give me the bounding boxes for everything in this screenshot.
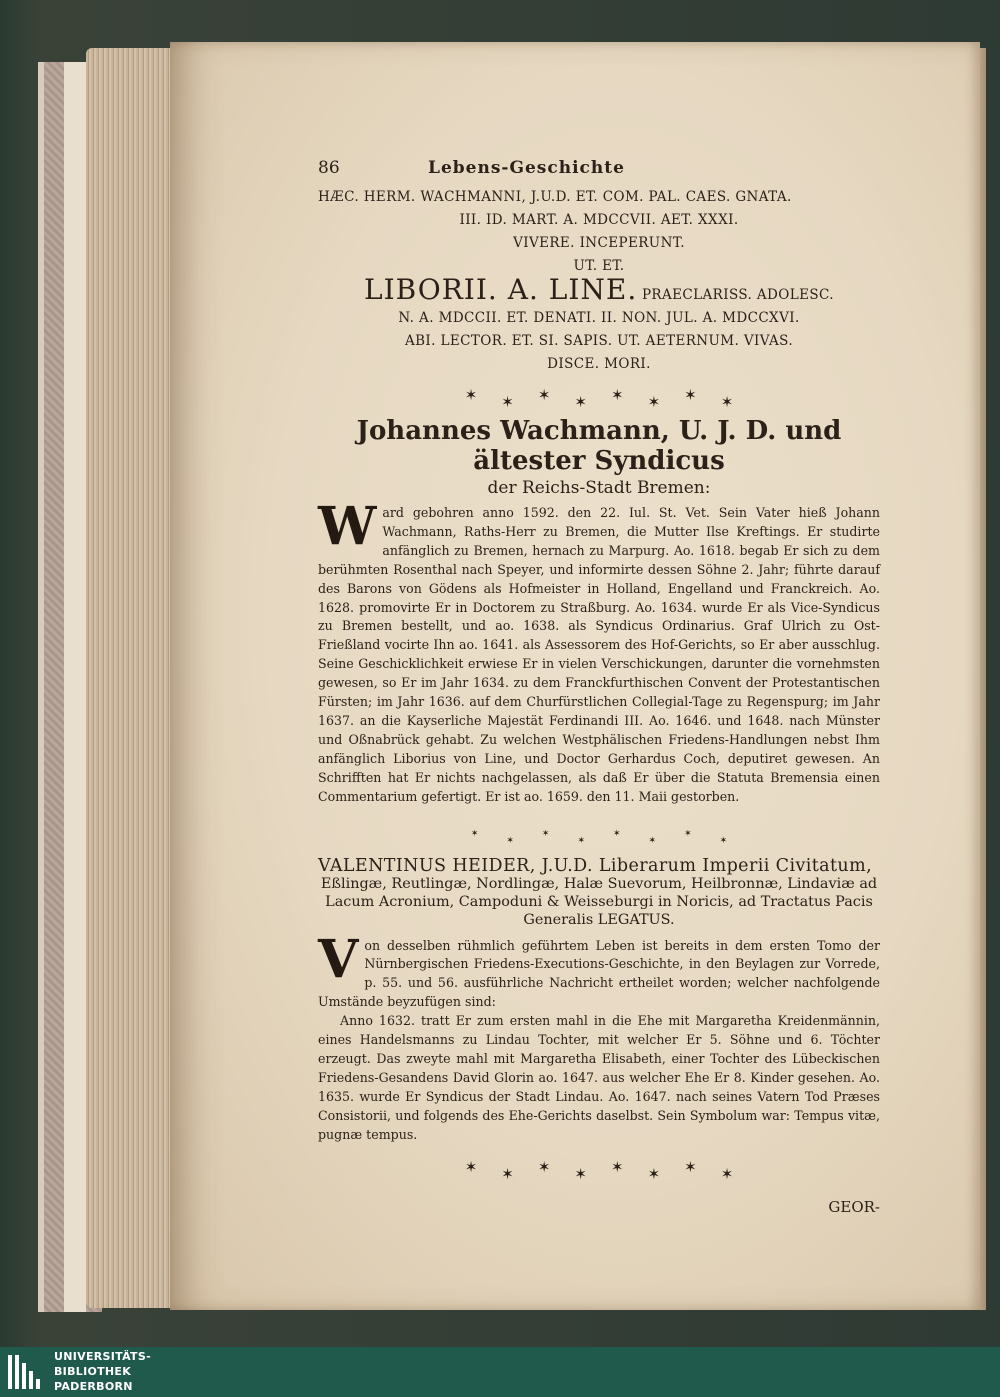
page-content — [318, 158, 880, 1216]
star-icon: ✶ — [647, 393, 661, 411]
star-icon: ✶ — [719, 835, 728, 846]
library-line-3: PADERBORN — [54, 1380, 133, 1393]
epitaph-line-5 — [318, 273, 880, 307]
epitaph-line-2: III. ID. MART. A. MDCCVII. AET. XXXI. — [459, 212, 739, 228]
page-header — [318, 158, 880, 178]
wachmann-body: ard gebohren anno 1592. den 22. Iul. St. Vet. Sein Vater hieß Johann Wachmann, Raths-Herr zu Bremen, die Mutter Ilse Kreftings. Er studirte anfänglich zu Bremen, hernach zu Marpurg. Ao. 1618. begab Er sich zu dem berühmten Rosenthal nach Speyer, und informirte dessen Söhne 2. Jahr; führte darauf des Barons von Gödens als Hofmeister in Holland, Engelland und Franckreich. Ao. 1628. promovirte Er in Doctorem zu Straßburg. Ao. 1634. wurde Er als Vice-Syndicus zu Bremen bestellt, und ao. 1638. als Syndicus Ordinarius. Graf Ulrich zu Ost-Frießland vocirte Ihn ao. 1641. als Assessorem des Hof-Gerichts, so Er aber ausschlug. Seine Geschicklichkeit erwiese Er in vielen Verschickungen, darunter die vornehmsten gewesen, so Er im Jahr 1634. zu dem Franckfurthischen Convent der Protestantischen Fürsten; im Jahr 1636. auf dem Churfürstlichen Collegial-Tage zu Regenspurg; im Jahr 1637. an die Kayserliche Majestät Ferdinandi III. Ao. 1646. und 1648. nach Münster und Oßnabrück gehabt. Zu welchen Westphälischen Friedens-Handlungen nebst Ihm anfänglich Liborius von Line, und Doctor Gerhardus Coch, deputiret gewesen. An Schrifften hat Er nichts nachgelassen, als daß Er über die Statuta Bremensia einen Commentarium gefertigt. Er ist ao. 1659. den 11. Maii gestorben. — [318, 505, 880, 804]
star-icon: ✶ — [537, 386, 551, 404]
wachmann-biography — [318, 496, 880, 807]
library-line-2: BIBLIOTHEK — [54, 1365, 132, 1378]
drop-cap-v: V — [318, 928, 359, 990]
epitaph-name-liborii: LIBORII. A. LINE. — [364, 273, 638, 306]
logo-bar — [8, 1355, 12, 1389]
star-icon: ✶ — [574, 393, 587, 411]
library-footer-bar — [0, 1347, 1000, 1397]
star-icon: ✶ — [574, 1165, 587, 1184]
star-icon: ✶ — [464, 1158, 478, 1177]
epitaph-line-3: VIVERE. INCEPERUNT. — [513, 235, 685, 251]
logo-bar — [36, 1379, 40, 1389]
epitaph-line-1: HÆC. HERM. WACHMANNI, J.U.D. ET. COM. PAL. CAES. GNATA. — [318, 189, 792, 205]
epitaph-line-7: ABI. LECTOR. ET. SI. SAPIS. UT. AETERNUM. VIVAS. — [404, 333, 794, 349]
star-icon: ✶ — [684, 1158, 697, 1177]
star-icon: ✶ — [577, 835, 585, 846]
epitaph-line-6: N. A. MDCCII. ET. DENATI. II. NON. JUL. A. MDCCXVI. — [398, 310, 800, 326]
wachmann-heading — [318, 416, 880, 500]
drop-cap-w: W — [318, 496, 377, 557]
star-icon: ✶ — [684, 828, 692, 839]
star-icon: ✶ — [613, 828, 621, 839]
cover-edge — [64, 62, 86, 1312]
epitaph-line-5-rest: PRAECLARISS. ADOLESC. — [641, 287, 834, 303]
running-head: Lebens-Geschichte — [428, 158, 625, 178]
logo-bar — [15, 1355, 19, 1389]
library-line-1: UNIVERSITÄTS- — [54, 1350, 151, 1363]
star-ornament-divider — [318, 382, 880, 411]
epitaph-line-8: DISCE. MORI. — [547, 356, 651, 372]
star-icon: ✶ — [541, 828, 550, 839]
heider-heading — [318, 857, 880, 929]
catchword: GEOR- — [828, 1198, 880, 1217]
star-icon: ✶ — [537, 1158, 551, 1177]
star-ornament-divider-2 — [318, 1154, 880, 1184]
epitaph-inscription — [318, 186, 880, 376]
heider-title-lead: VALENTINUS HEIDER, J.U.D. Liberarum Imperii Civitatum, — [318, 855, 873, 876]
heider-biography-2 — [318, 1012, 880, 1144]
dot-ornament-divider — [318, 821, 880, 847]
star-icon: ✶ — [648, 835, 657, 846]
star-icon: ✶ — [647, 1165, 661, 1184]
star-icon: ✶ — [470, 828, 479, 839]
star-icon: ✶ — [611, 1158, 624, 1177]
heider-body-2: Anno 1632. tratt Er zum ersten mahl in die Ehe mit Margaretha Kreidenmännin, eines Handelsmanns zu Lindau Tochter, mit welcher Er 5. Söhne und 6. Töchter erzeugt. Das zweyte mahl mit Margaretha Elisabeth, einer Tochter des Lübeckischen Friedens-Gesandens David Glorin ao. 1647. aus welcher Ehe Er 8. Kinder gesehen. Ao. 1635. wurde Er Syndicus der Stadt Lindau. Ao. 1647. nach seines Vatern Tod Præses Consistorii, und folgends des Ehe-Gerichts daselbst. Sein Symbolum war: Tempus vitæ, pugnæ tempus. — [318, 1013, 880, 1142]
wachmann-subtitle: der Reichs-Stadt Bremen: — [487, 478, 711, 498]
star-icon: ✶ — [464, 386, 478, 404]
star-icon: ✶ — [611, 386, 624, 404]
star-icon: ✶ — [720, 393, 734, 411]
library-name — [54, 1349, 151, 1394]
heider-title-rest: Eßlingæ, Reutlingæ, Nordlingæ, Halæ Suevorum, Heilbronnæ, Lindaviæ ad Lacum Acronium, Campoduni & Weisseburgi in Noricis, ad Tractatus Pacis Generalis LEGATUS. — [320, 875, 878, 928]
heider-body-1: on desselben rühmlich geführtem Leben ist bereits in dem ersten Tomo der Nürnbergischen Friedens-Executions-Geschichte, in den Beylagen zur Vorrede, p. 55. und 56. ausführliche Nachricht ertheilet worden; welcher nachfolgende Umstände beyzufügen sind: — [318, 937, 880, 1010]
logo-bar — [22, 1363, 26, 1389]
logo-bar — [29, 1371, 33, 1389]
star-icon: ✶ — [506, 835, 514, 846]
star-icon: ✶ — [720, 1165, 734, 1184]
epitaph-line-4: UT. ET. — [573, 258, 625, 274]
library-logo-icon — [8, 1355, 43, 1389]
heider-biography — [318, 928, 880, 1013]
star-icon: ✶ — [501, 1165, 514, 1184]
wachmann-title: Johannes Wachmann, U. J. D. und ältester Syndicus — [356, 416, 842, 476]
star-icon: ✶ — [684, 386, 697, 404]
star-icon: ✶ — [501, 393, 514, 411]
page-number: 86 — [318, 158, 340, 178]
